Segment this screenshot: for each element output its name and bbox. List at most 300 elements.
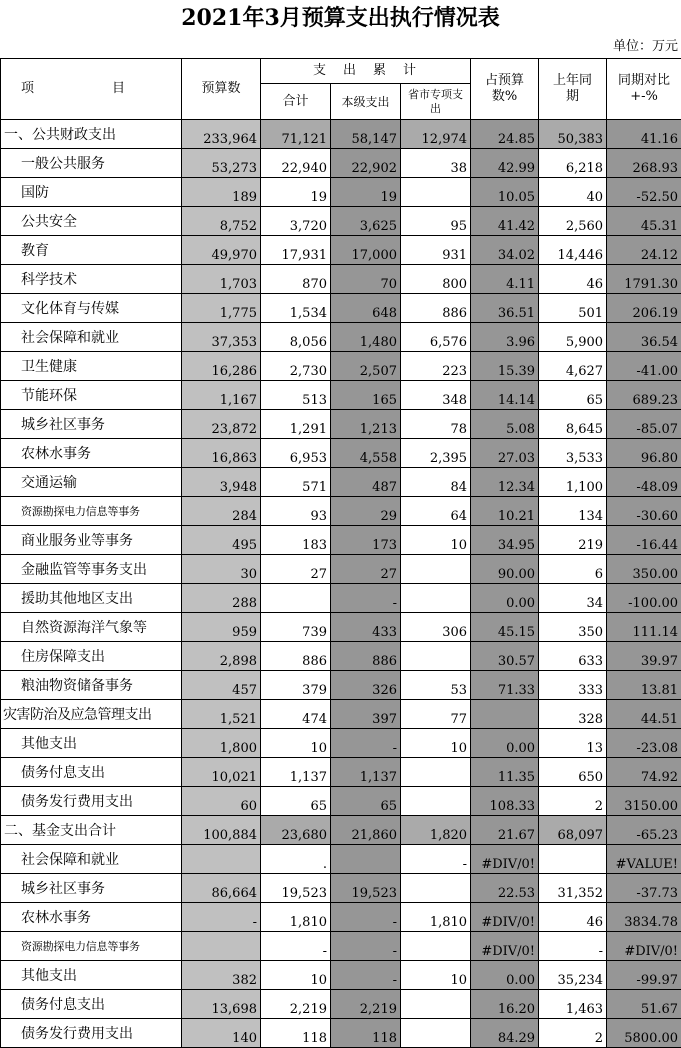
budget-cell: 959: [182, 613, 261, 642]
total-cell: 1,137: [261, 758, 331, 787]
special-cell: 64: [401, 497, 471, 526]
special-cell: -: [401, 845, 471, 874]
pct-budget-cell: 12.34: [471, 468, 539, 497]
yoy-cell: 39.97: [607, 642, 681, 671]
last-year-cell: 1,100: [539, 468, 607, 497]
yoy-cell: 74.92: [607, 758, 681, 787]
yoy-cell: 45.31: [607, 207, 681, 236]
pct-budget-cell: 10.21: [471, 497, 539, 526]
table-row: [1, 961, 681, 990]
row-name-cell: 住房保障支出: [1, 642, 182, 671]
pct-budget-cell: 71.33: [471, 671, 539, 700]
unit-label: 单位：万元: [0, 36, 678, 58]
last-year-cell: 633: [539, 642, 607, 671]
row-name-cell: 粮油物资储备事务: [1, 671, 182, 700]
table-row: [1, 381, 681, 410]
pct-budget-cell: 41.42: [471, 207, 539, 236]
own-level-cell: -: [331, 903, 401, 932]
budget-cell: 86,664: [182, 874, 261, 903]
table-row: [1, 555, 681, 584]
row-name-cell: 债务发行费用支出: [1, 787, 182, 816]
own-level-cell: 19: [331, 178, 401, 207]
special-cell: [401, 584, 471, 613]
table-row: [1, 468, 681, 497]
special-cell: 223: [401, 352, 471, 381]
budget-cell: 1,775: [182, 294, 261, 323]
row-name-cell: 社会保障和就业: [1, 323, 182, 352]
header-own-level: 本级支出: [331, 84, 401, 120]
pct-budget-cell: #DIV/0!: [471, 903, 539, 932]
table-row: [1, 903, 681, 932]
yoy-cell: 350.00: [607, 555, 681, 584]
section-row: [1, 120, 681, 149]
yoy-cell: 44.51: [607, 700, 681, 729]
last-year-cell: 65: [539, 381, 607, 410]
budget-cell: 1,703: [182, 265, 261, 294]
table-row: [1, 410, 681, 439]
budget-cell: 1,521: [182, 700, 261, 729]
total-cell: 513: [261, 381, 331, 410]
pct-budget-cell: 15.39: [471, 352, 539, 381]
header-expenditure: 支 出 累 计: [261, 59, 471, 84]
budget-cell: 1,800: [182, 729, 261, 758]
row-name-cell: 城乡社区事务: [1, 874, 182, 903]
yoy-cell: 5800.00: [607, 1019, 681, 1048]
budget-cell: 37,353: [182, 323, 261, 352]
table-row: [1, 990, 681, 1019]
row-name-cell: 债务付息支出: [1, 990, 182, 1019]
table-row: [1, 787, 681, 816]
total-cell: 27: [261, 555, 331, 584]
special-cell: [401, 990, 471, 1019]
budget-cell: 100,884: [182, 816, 261, 845]
own-level-cell: 29: [331, 497, 401, 526]
total-cell: 6,953: [261, 439, 331, 468]
special-cell: 800: [401, 265, 471, 294]
pct-budget-cell: 30.57: [471, 642, 539, 671]
total-cell: 474: [261, 700, 331, 729]
yoy-cell: 41.16: [607, 120, 681, 149]
yoy-cell: 268.93: [607, 149, 681, 178]
last-year-cell: 35,234: [539, 961, 607, 990]
own-level-cell: 165: [331, 381, 401, 410]
yoy-cell: 1791.30: [607, 265, 681, 294]
table-title: 2021年3月预算支出执行情况表: [0, 0, 681, 36]
table-row: [1, 758, 681, 787]
row-name-cell: 国防: [1, 178, 182, 207]
total-cell: 2,219: [261, 990, 331, 1019]
yoy-cell: 96.80: [607, 439, 681, 468]
special-cell: [401, 178, 471, 207]
header-special: 省市专项支出: [401, 84, 471, 120]
total-cell: 19,523: [261, 874, 331, 903]
table-row: [1, 497, 681, 526]
budget-cell: 382: [182, 961, 261, 990]
expenditure-table: [0, 58, 681, 1048]
own-level-cell: 648: [331, 294, 401, 323]
row-name-cell: 灾害防治及应急管理支出: [1, 700, 182, 729]
budget-cell: 3,948: [182, 468, 261, 497]
table-row: [1, 700, 681, 729]
row-name-cell: 债务发行费用支出: [1, 1019, 182, 1048]
last-year-cell: 219: [539, 526, 607, 555]
total-cell: 8,056: [261, 323, 331, 352]
own-level-cell: 17,000: [331, 236, 401, 265]
yoy-cell: -52.50: [607, 178, 681, 207]
total-cell: 17,931: [261, 236, 331, 265]
own-level-cell: 65: [331, 787, 401, 816]
own-level-cell: [331, 845, 401, 874]
own-level-cell: -: [331, 961, 401, 990]
own-level-cell: 2,507: [331, 352, 401, 381]
total-cell: 1,291: [261, 410, 331, 439]
last-year-cell: 8,645: [539, 410, 607, 439]
last-year-cell: 4,627: [539, 352, 607, 381]
yoy-cell: #DIV/0!: [607, 932, 681, 961]
section-row: [1, 816, 681, 845]
special-cell: [401, 787, 471, 816]
row-name-cell: 金融监管等事务支出: [1, 555, 182, 584]
row-name-cell: 卫生健康: [1, 352, 182, 381]
own-level-cell: -: [331, 932, 401, 961]
special-cell: 931: [401, 236, 471, 265]
own-level-cell: 433: [331, 613, 401, 642]
yoy-cell: 206.19: [607, 294, 681, 323]
pct-budget-cell: 24.85: [471, 120, 539, 149]
own-level-cell: 326: [331, 671, 401, 700]
total-cell: 93: [261, 497, 331, 526]
table-row: [1, 613, 681, 642]
table-row: [1, 207, 681, 236]
yoy-cell: -30.60: [607, 497, 681, 526]
yoy-cell: 3834.78: [607, 903, 681, 932]
own-level-cell: 1,480: [331, 323, 401, 352]
table-row: [1, 178, 681, 207]
row-name-cell: 公共安全: [1, 207, 182, 236]
total-cell: 71,121: [261, 120, 331, 149]
pct-budget-cell: 34.02: [471, 236, 539, 265]
pct-budget-cell: 90.00: [471, 555, 539, 584]
budget-cell: 16,863: [182, 439, 261, 468]
pct-budget-cell: 34.95: [471, 526, 539, 555]
total-cell: .: [261, 845, 331, 874]
pct-budget-cell: 22.53: [471, 874, 539, 903]
last-year-cell: 13: [539, 729, 607, 758]
special-cell: [401, 874, 471, 903]
budget-cell: [182, 845, 261, 874]
table-row: [1, 323, 681, 352]
own-level-cell: 22,902: [331, 149, 401, 178]
own-level-cell: 70: [331, 265, 401, 294]
special-cell: [401, 758, 471, 787]
total-cell: 10: [261, 729, 331, 758]
last-year-cell: 650: [539, 758, 607, 787]
special-cell: 1,810: [401, 903, 471, 932]
last-year-cell: 5,900: [539, 323, 607, 352]
table-row: [1, 671, 681, 700]
pct-budget-cell: 42.99: [471, 149, 539, 178]
budget-cell: 2,898: [182, 642, 261, 671]
own-level-cell: 1,213: [331, 410, 401, 439]
row-name-cell: 城乡社区事务: [1, 410, 182, 439]
row-name-cell: 债务付息支出: [1, 758, 182, 787]
header-yoy: 同期对比+-%: [607, 59, 681, 120]
special-cell: 306: [401, 613, 471, 642]
table-row: [1, 874, 681, 903]
row-name-cell: 一般公共服务: [1, 149, 182, 178]
special-cell: 53: [401, 671, 471, 700]
row-name-cell: 二、基金支出合计: [1, 816, 182, 845]
table-row: [1, 294, 681, 323]
total-cell: 19: [261, 178, 331, 207]
pct-budget-cell: 11.35: [471, 758, 539, 787]
budget-cell: 53,273: [182, 149, 261, 178]
own-level-cell: 21,860: [331, 816, 401, 845]
yoy-cell: -23.08: [607, 729, 681, 758]
last-year-cell: 1,463: [539, 990, 607, 1019]
last-year-cell: 350: [539, 613, 607, 642]
last-year-cell: 501: [539, 294, 607, 323]
total-cell: 22,940: [261, 149, 331, 178]
budget-cell: 10,021: [182, 758, 261, 787]
yoy-cell: -100.00: [607, 584, 681, 613]
last-year-cell: 333: [539, 671, 607, 700]
row-name-cell: 节能环保: [1, 381, 182, 410]
last-year-cell: 2: [539, 1019, 607, 1048]
special-cell: 10: [401, 961, 471, 990]
total-cell: 183: [261, 526, 331, 555]
budget-cell: 16,286: [182, 352, 261, 381]
budget-cell: 13,698: [182, 990, 261, 1019]
yoy-cell: 3150.00: [607, 787, 681, 816]
last-year-cell: 34: [539, 584, 607, 613]
pct-budget-cell: 0.00: [471, 961, 539, 990]
pct-budget-cell: 16.20: [471, 990, 539, 1019]
table-row: [1, 526, 681, 555]
own-level-cell: 173: [331, 526, 401, 555]
row-name-cell: 商业服务业等事务: [1, 526, 182, 555]
yoy-cell: -48.09: [607, 468, 681, 497]
yoy-cell: 51.67: [607, 990, 681, 1019]
last-year-cell: 2: [539, 787, 607, 816]
total-cell: 23,680: [261, 816, 331, 845]
own-level-cell: 58,147: [331, 120, 401, 149]
yoy-cell: -99.97: [607, 961, 681, 990]
special-cell: 12,974: [401, 120, 471, 149]
table-row: [1, 584, 681, 613]
total-cell: 65: [261, 787, 331, 816]
last-year-cell: 31,352: [539, 874, 607, 903]
budget-cell: [182, 932, 261, 961]
row-name-cell: 交通运输: [1, 468, 182, 497]
last-year-cell: -: [539, 932, 607, 961]
budget-cell: -: [182, 903, 261, 932]
last-year-cell: 14,446: [539, 236, 607, 265]
own-level-cell: -: [331, 729, 401, 758]
special-cell: [401, 932, 471, 961]
own-level-cell: 1,137: [331, 758, 401, 787]
yoy-cell: -85.07: [607, 410, 681, 439]
yoy-cell: 24.12: [607, 236, 681, 265]
special-cell: [401, 1019, 471, 1048]
total-cell: 739: [261, 613, 331, 642]
row-name-cell: 其他支出: [1, 729, 182, 758]
last-year-cell: 46: [539, 265, 607, 294]
special-cell: 10: [401, 526, 471, 555]
row-name-cell: 科学技术: [1, 265, 182, 294]
pct-budget-cell: 14.14: [471, 381, 539, 410]
own-level-cell: 397: [331, 700, 401, 729]
row-name-cell: 农林水事务: [1, 903, 182, 932]
pct-budget-cell: 0.00: [471, 584, 539, 613]
table-row: [1, 642, 681, 671]
last-year-cell: 46: [539, 903, 607, 932]
pct-budget-cell: 5.08: [471, 410, 539, 439]
header-total: 合计: [261, 84, 331, 120]
table-row: [1, 932, 681, 961]
pct-budget-cell: 0.00: [471, 729, 539, 758]
last-year-cell: 6: [539, 555, 607, 584]
total-cell: 571: [261, 468, 331, 497]
last-year-cell: 3,533: [539, 439, 607, 468]
header-item: 项 目: [1, 59, 182, 120]
pct-budget-cell: 27.03: [471, 439, 539, 468]
special-cell: 95: [401, 207, 471, 236]
yoy-cell: 689.23: [607, 381, 681, 410]
special-cell: 84: [401, 468, 471, 497]
last-year-cell: 328: [539, 700, 607, 729]
total-cell: 1,534: [261, 294, 331, 323]
pct-budget-cell: 45.15: [471, 613, 539, 642]
pct-budget-cell: 10.05: [471, 178, 539, 207]
budget-cell: 60: [182, 787, 261, 816]
special-cell: 1,820: [401, 816, 471, 845]
row-name-cell: 农林水事务: [1, 439, 182, 468]
pct-budget-cell: [471, 700, 539, 729]
row-name-cell: 一、公共财政支出: [1, 120, 182, 149]
yoy-cell: 13.81: [607, 671, 681, 700]
pct-budget-cell: 84.29: [471, 1019, 539, 1048]
special-cell: 77: [401, 700, 471, 729]
own-level-cell: 3,625: [331, 207, 401, 236]
row-name-cell: 文化体育与传媒: [1, 294, 182, 323]
own-level-cell: 886: [331, 642, 401, 671]
special-cell: 886: [401, 294, 471, 323]
yoy-cell: -41.00: [607, 352, 681, 381]
yoy-cell: -16.44: [607, 526, 681, 555]
budget-cell: 288: [182, 584, 261, 613]
row-name-cell: 资源勘探电力信息等事务: [1, 932, 182, 961]
own-level-cell: 4,558: [331, 439, 401, 468]
pct-budget-cell: 36.51: [471, 294, 539, 323]
table-row: [1, 1019, 681, 1048]
table-row: [1, 729, 681, 758]
row-name-cell: 教育: [1, 236, 182, 265]
budget-cell: 49,970: [182, 236, 261, 265]
last-year-cell: 40: [539, 178, 607, 207]
special-cell: [401, 555, 471, 584]
budget-cell: 284: [182, 497, 261, 526]
total-cell: 870: [261, 265, 331, 294]
total-cell: 3,720: [261, 207, 331, 236]
total-cell: [261, 584, 331, 613]
special-cell: 38: [401, 149, 471, 178]
yoy-cell: -65.23: [607, 816, 681, 845]
own-level-cell: 487: [331, 468, 401, 497]
pct-budget-cell: #DIV/0!: [471, 845, 539, 874]
table-row: [1, 439, 681, 468]
row-name-cell: 自然资源海洋气象等: [1, 613, 182, 642]
total-cell: 886: [261, 642, 331, 671]
special-cell: 6,576: [401, 323, 471, 352]
special-cell: 78: [401, 410, 471, 439]
table-row: [1, 236, 681, 265]
special-cell: [401, 642, 471, 671]
row-name-cell: 社会保障和就业: [1, 845, 182, 874]
budget-cell: 1,167: [182, 381, 261, 410]
own-level-cell: 2,219: [331, 990, 401, 1019]
pct-budget-cell: 3.96: [471, 323, 539, 352]
last-year-cell: 134: [539, 497, 607, 526]
header-last-year: 上年同期: [539, 59, 607, 120]
pct-budget-cell: #DIV/0!: [471, 932, 539, 961]
table-row: [1, 149, 681, 178]
special-cell: 348: [401, 381, 471, 410]
row-name-cell: 援助其他地区支出: [1, 584, 182, 613]
last-year-cell: 68,097: [539, 816, 607, 845]
pct-budget-cell: 4.11: [471, 265, 539, 294]
header-pct-budget: 占预算数%: [471, 59, 539, 120]
budget-cell: 140: [182, 1019, 261, 1048]
yoy-cell: #VALUE!: [607, 845, 681, 874]
budget-cell: 233,964: [182, 120, 261, 149]
own-level-cell: 118: [331, 1019, 401, 1048]
table-row: [1, 265, 681, 294]
total-cell: 2,730: [261, 352, 331, 381]
last-year-cell: 6,218: [539, 149, 607, 178]
own-level-cell: 27: [331, 555, 401, 584]
budget-cell: 23,872: [182, 410, 261, 439]
last-year-cell: 50,383: [539, 120, 607, 149]
special-cell: 10: [401, 729, 471, 758]
special-cell: 2,395: [401, 439, 471, 468]
budget-cell: 189: [182, 178, 261, 207]
budget-cell: 8,752: [182, 207, 261, 236]
last-year-cell: [539, 845, 607, 874]
yoy-cell: 111.14: [607, 613, 681, 642]
own-level-cell: 19,523: [331, 874, 401, 903]
yoy-cell: 36.54: [607, 323, 681, 352]
own-level-cell: -: [331, 584, 401, 613]
yoy-cell: -37.73: [607, 874, 681, 903]
last-year-cell: 2,560: [539, 207, 607, 236]
row-name-cell: 其他支出: [1, 961, 182, 990]
total-cell: 1,810: [261, 903, 331, 932]
total-cell: 10: [261, 961, 331, 990]
row-name-cell: 资源勘探电力信息等事务: [1, 497, 182, 526]
total-cell: 379: [261, 671, 331, 700]
budget-cell: 30: [182, 555, 261, 584]
header-budget: 预算数: [182, 59, 261, 120]
budget-cell: 457: [182, 671, 261, 700]
total-cell: 118: [261, 1019, 331, 1048]
table-row: [1, 352, 681, 381]
total-cell: -: [261, 932, 331, 961]
table-row: [1, 845, 681, 874]
pct-budget-cell: 21.67: [471, 816, 539, 845]
budget-cell: 495: [182, 526, 261, 555]
pct-budget-cell: 108.33: [471, 787, 539, 816]
